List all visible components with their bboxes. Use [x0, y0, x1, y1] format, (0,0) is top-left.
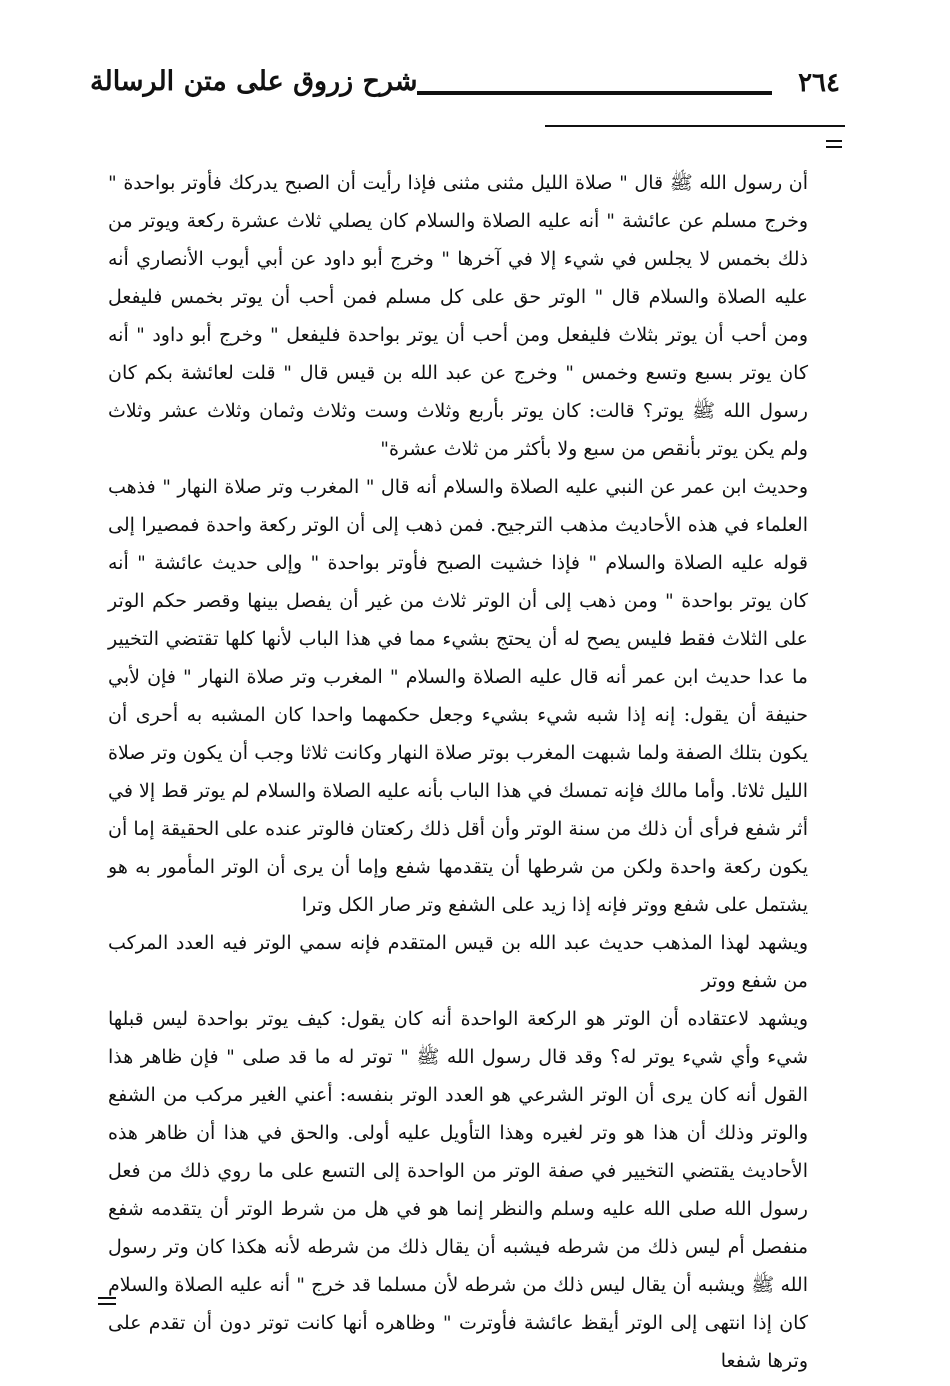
header-rule	[417, 91, 772, 95]
page-header	[90, 62, 862, 112]
paragraph-4: ويشهد لاعتقاده أن الوتر هو الركعة الواحدة أنه كان يقول: كيف يوتر بواحدة ليس قبلها شيء وأي شيء يوتر له؟ وقد قال رسول الله ﷺ " توتر له ما قد صلى " فإن ظاهر هذا القول أنه كان يرى أن الوتر الشرعي هو العدد الوتر بنفسه: أعني الغير مركب من الشفع والوتر وذلك أن هذا هو وتر لغيره وهذا التأويل عليه أولى. والحق في هذا أن ظاهر هذه الأحاديث يقتضي التخيير في صفة الوتر من الواحدة إلى التسع على ما روي ذلك من فعل رسول الله صلى الله عليه وسلم والنظر إنما هو في هل من شرط الوتر أن يتقدمه شفع منفصل أم ليس ذلك من شرطه فيشبه أن يقال ذلك من شرطه لأنه هكذا كان وتر رسول الله ﷺ ويشبه أن يقال ليس ذلك من شرطه لأن مسلما قد خرج " أنه عليه الصلاة والسلام كان إذا انتهى إلى الوتر أيقظ عائشة فأوترت " وظاهره أنها كانت توتر دون أن تقدم على وترها شفعا	[108, 1008, 808, 1372]
paragraph-2: وحديث ابن عمر عن النبي عليه الصلاة والسلام أنه قال " المغرب وتر صلاة النهار " فذهب العلماء في هذه الأحاديث مذهب الترجيح. فمن ذهب إلى أن الوتر ركعة واحدة فمصيرا إلى قوله عليه الصلاة والسلام " فإذا خشيت الصبح فأوتر بواحدة " وإلى حديث عائشة " أنه كان يوتر بواحدة " ومن ذهب إلى أن الوتر ثلاث من غير أن يفصل بينها وقصر حكم الوتر على الثلاث فقط فليس يصح له أن يحتج بشيء مما في هذا الباب لأنها كلها تقتضي التخيير ما عدا حديث ابن عمر أنه قال عليه الصلاة والسلام " المغرب وتر صلاة النهار " فإن لأبي حنيفة أن يقول: إنه إذا شبه شيء بشيء وجعل حكمهما واحدا كان المشبه به أحرى أن يكون بتلك الصفة ولما شبهت المغرب بوتر صلاة النهار وكانت ثلاثا وجب أن يكون وتر صلاة الليل ثلاثا. وأما مالك فإنه تمسك في هذا الباب بأنه عليه الصلاة والسلام لم يوتر قط إلا في أثر شفع فرأى أن ذلك من سنة الوتر وأن أقل ذلك ركعتان فالوتر عنده على الحقيقة إما أن يكون ركعة واحدة ولكن من شرطها أن يتقدمها شفع وإما أن يرى أن الوتر المأمور به هو يشتمل على شفع ووتر فإنه إذا زيد على الشفع وتر صار الكل وترا	[108, 476, 809, 916]
body-text	[108, 164, 838, 1380]
quoted-hadith-block	[108, 164, 838, 1380]
paragraph-1: أن رسول الله ﷺ قال " صلاة الليل مثنى مثنى فإذا رأيت أن الصبح يدركك فأوتر بواحدة " وخرج مسلم عن عائشة " أنه عليه الصلاة والسلام كان يصلي ثلاث عشرة ركعة ويوتر من ذلك بخمس لا يجلس في شيء إلا في آخرها " وخرج أبو داود عن أبي أيوب الأنصاري أنه عليه الصلاة والسلام قال " الوتر حق على كل مسلم فمن أحب أن يوتر بخمس فليفعل ومن أحب أن يوتر بثلاث فليفعل ومن أحب أن يوتر بواحدة فليفعل " وخرج أبو داود " أنه كان يوتر بسبع وتسع وخمس " وخرج عن عبد الله بن قيس قال " قلت لعائشة بكم كان رسول الله ﷺ يوتر؟ قالت: كان يوتر بأربع وثلاث وست وثلاث وثمان وثلاث عشر وثلاث ولم يكن يوتر بأنقص من سبع ولا بأكثر من ثلاث عشرة"	[108, 172, 808, 460]
section-mark-icon	[826, 140, 842, 148]
top-divider	[545, 125, 845, 127]
page-number: ٢٦٤	[798, 68, 840, 98]
running-title: شرح زروق على متن الرسالة	[90, 66, 418, 97]
end-mark-icon	[98, 1297, 116, 1305]
paragraph-3: ويشهد لهذا المذهب حديث عبد الله بن قيس المتقدم فإنه سمي الوتر فيه العدد المركب من شفع ووتر	[108, 932, 808, 992]
